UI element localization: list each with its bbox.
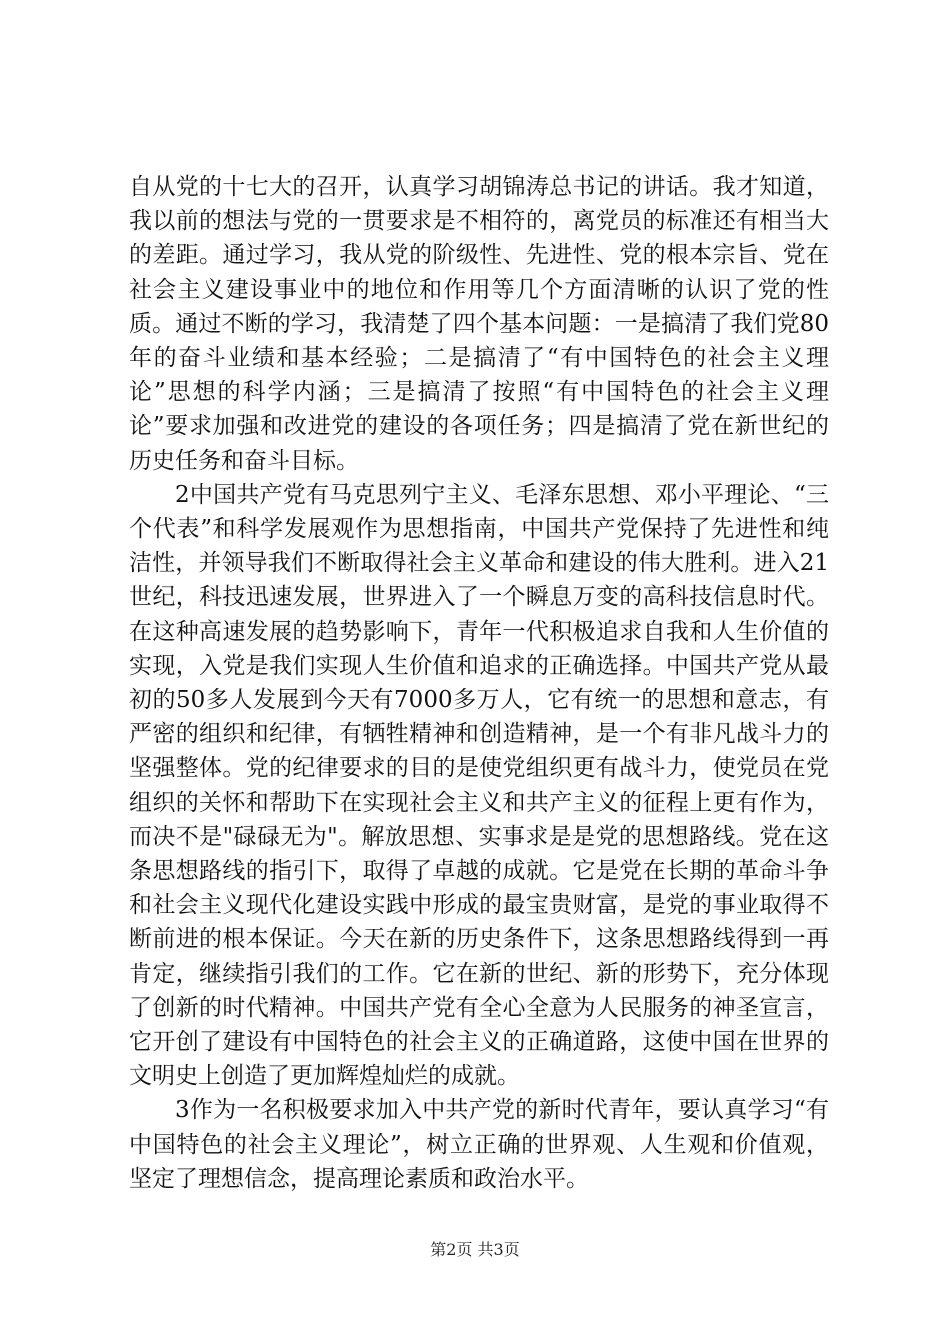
paragraph-3: 3作为一名积极要求加入中共产党的新时代青年，要认真学习“有中国特色的社会主义理论”，树立正确的世界观、人生观和价值观，坚定了理想信念，提高理论素质和政治水平。 bbox=[129, 1097, 829, 1192]
page-footer: 第2页 共3页 bbox=[430, 1240, 520, 1259]
paragraph-1: 自从党的十七大的召开，认真学习胡锦涛总书记的讲话。我才知道，我以前的想法与党的一贯要求是不相符的，离党员的标准还有相当大的差距。通过学习，我从党的阶级性、先进性、党的根本宗旨、党在社会主义建设事业中的地位和作用等几个方面清晰的认识了党的性质。通过不断的学习，我清楚了四个基本问题：一是搞清了我们党80年的奋斗业绩和基本经验；二是搞清了“有中国特色的社会主义理论”思想的科学内涵；三是搞清了按照“有中国特色的社会主义理论”要求加强和改进党的建设的各项任务；四是搞清了党在新世纪的历史任务和奋斗目标。 bbox=[129, 174, 829, 474]
paragraph-2: 2中国共产党有马克思列宁主义、毛泽东思想、邓小平理论、“三个代表”和科学发展观作为思想指南，中国共产党保持了先进性和纯洁性，并领导我们不断取得社会主义革命和建设的伟大胜利。进入21世纪，科技迅速发展，世界进入了一个瞬息万变的高科技信息时代。在这种高速发展的趋势影响下，青年一代积极追求自我和人生价值的实现，入党是我们实现人生价值和追求的正确选择。中国共产党从最初的50多人发展到今天有7000多万人，它有统一的思想和意志，有严密的组织和纪律，有牺牲精神和创造精神，是一个有非凡战斗力的坚强整体。党的纪律要求的目的是使党组织更有战斗力，使党员在党组织的关怀和帮助下在实现社会主义和共产主义的征程上更有作为，而决不是"碌碌无为"。解放思想、实事求是是党的思想路线。党在这条思想路线的指引下，取得了卓越的成就。它是党在长期的革命斗争和社会主义现代化建设实践中形成的最宝贵财富，是党的事业取得不断前进的根本保证。今天在新的历史条件下，这条思想路线得到一再肯定，继续指引我们的工作。它在新的世纪、新的形势下，充分体现了创新的时代精神。中国共产党有全心全意为人民服务的神圣宣言，它开创了建设有中国特色的社会主义的正确道路，这使中国在世界的文明史上创造了更加辉煌灿烂的成就。 bbox=[129, 481, 829, 1090]
document-body bbox=[129, 170, 829, 1196]
